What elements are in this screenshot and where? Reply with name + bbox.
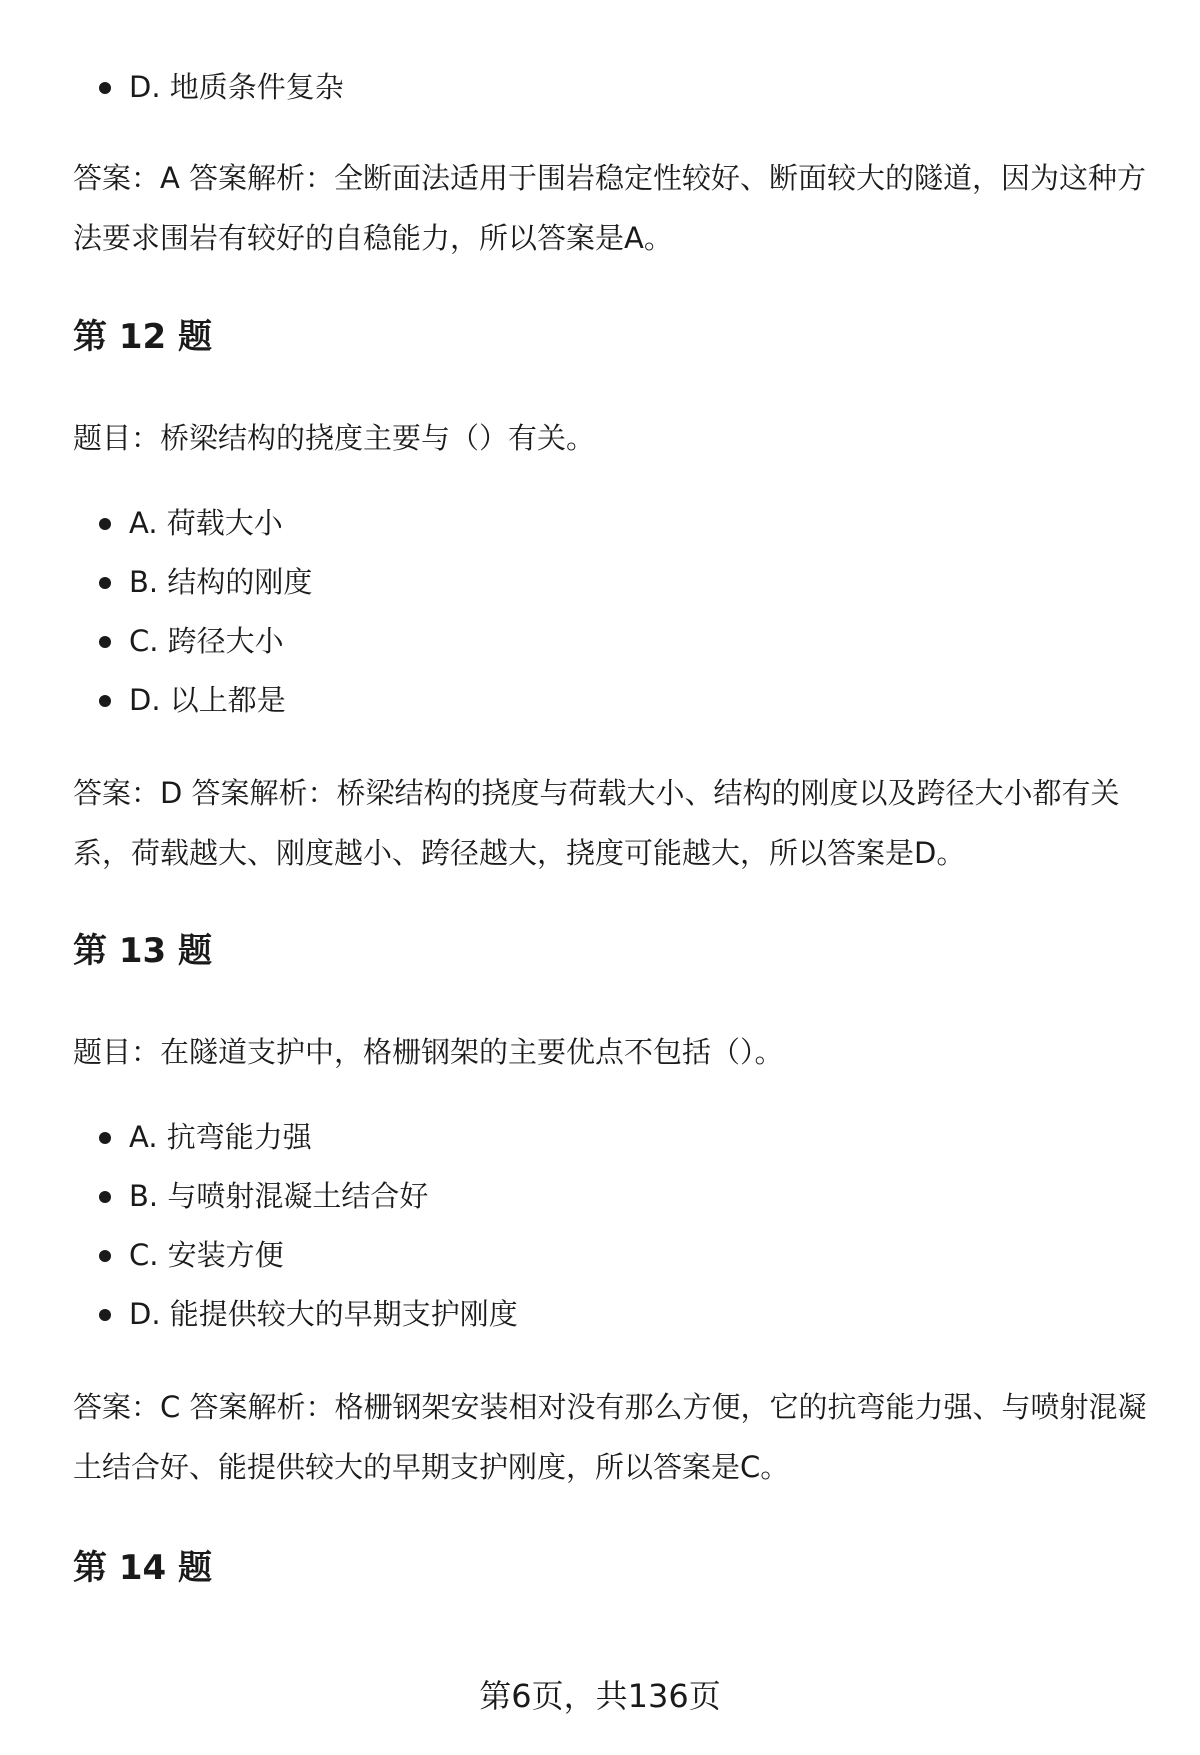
bullet-icon [99,1250,111,1262]
question-13-options [73,1108,1153,1344]
bullet-icon [99,518,111,530]
option-text: A. 荷载大小 [129,506,283,540]
question-11-tail [73,58,1153,117]
option-text: B. 与喷射混凝土结合好 [129,1179,429,1213]
option-text: D. 以上都是 [129,683,286,717]
page-footer: 第6页，共136页 [479,1677,721,1715]
bullet-icon [99,82,111,94]
option-d [73,671,1153,730]
bullet-icon [99,1191,111,1203]
question-14-heading: 第 14 题 [73,1548,212,1588]
option-c [73,1226,1153,1285]
bullet-icon [99,636,111,648]
answer-explanation-12: 答案：D 答案解析：桥梁结构的挠度与荷载大小、结构的刚度以及跨径大小都有关系，荷载越大、刚度越小、跨径越大，挠度可能越大，所以答案是D。 [73,776,1120,870]
bullet-icon [99,1309,111,1321]
option-d [73,1285,1153,1344]
option-text: D. 地质条件复杂 [129,70,344,104]
question-12-options [73,494,1153,730]
option-text: D. 能提供较大的早期支护刚度 [129,1297,518,1331]
option-a [73,1108,1153,1167]
option-d [73,58,1153,117]
question-12-text: 题目：桥梁结构的挠度主要与（）有关。 [73,421,596,455]
options-list [73,58,1153,117]
bullet-icon [99,577,111,589]
question-13-text: 题目：在隧道支护中，格栅钢架的主要优点不包括（）。 [73,1035,784,1069]
option-a [73,494,1153,553]
option-b [73,1167,1153,1226]
option-text: B. 结构的刚度 [129,565,313,599]
answer-explanation-11: 答案：A 答案解析：全断面法适用于围岩稳定性较好、断面较大的隧道，因为这种方法要求围岩有较好的自稳能力，所以答案是A。 [73,161,1147,255]
bullet-icon [99,695,111,707]
option-b [73,553,1153,612]
option-text: C. 跨径大小 [129,624,284,658]
question-13-heading: 第 13 题 [73,931,212,971]
option-c [73,612,1153,671]
option-text: A. 抗弯能力强 [129,1120,312,1154]
bullet-icon [99,1132,111,1144]
option-text: C. 安装方便 [129,1238,284,1272]
question-12-heading: 第 12 题 [73,317,212,357]
answer-explanation-13: 答案：C 答案解析：格栅钢架安装相对没有那么方便，它的抗弯能力强、与喷射混凝土结合好、能提供较大的早期支护刚度，所以答案是C。 [73,1390,1147,1484]
